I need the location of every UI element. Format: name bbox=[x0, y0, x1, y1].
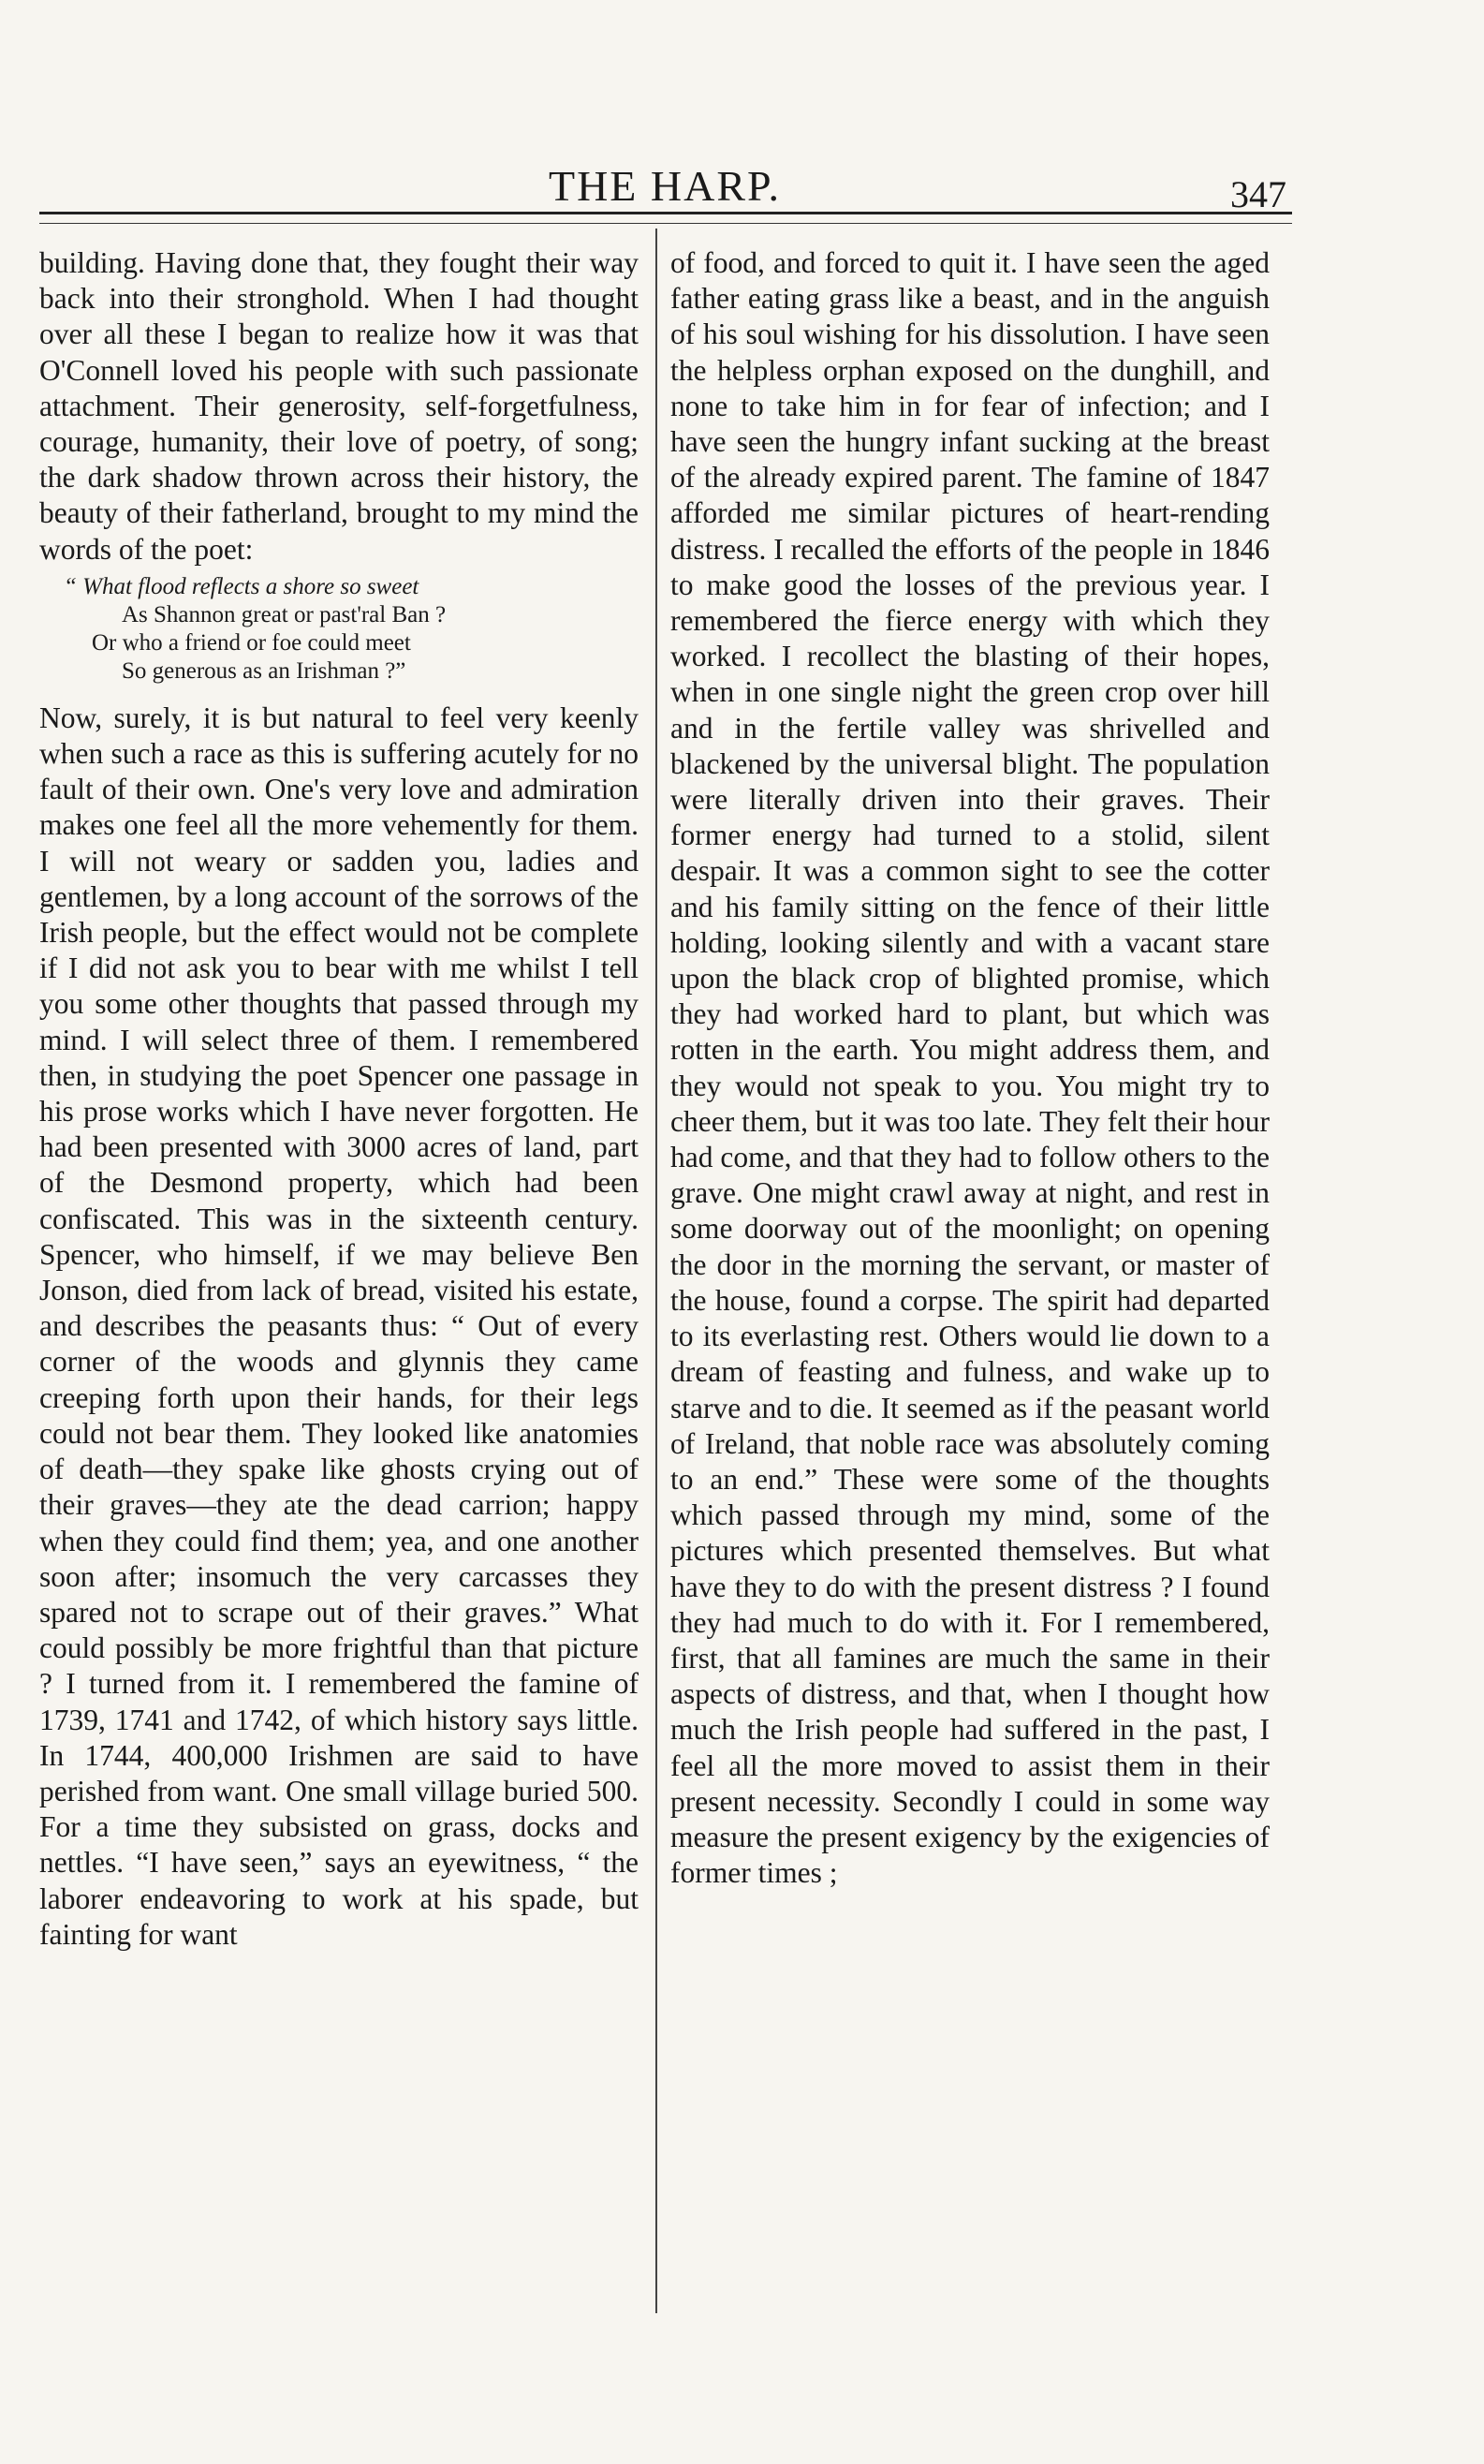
left-paragraph-2: Now, surely, it is but natural to feel very keenly when such a race as this is suffering acutely for no fault of their own. One's very love and admiration makes one feel all the more vehemently for them. I will not weary or sadden you, ladies and gentlemen, by a long account of the sorrows of the Irish people, but the effect would not be complete if I did not ask you to bear with me whilst I tell you some other thoughts that passed through my mind. I will select three of them. I remembered then, in studying the poet Spencer one passage in his prose works which I have never forgotten. He had been presented with 3000 acres of land, part of the Desmond property, which had been confiscated. This was in the sixteenth century. Spencer, who himself, if we may believe Ben Jonson, died from lack of bread, visited his estate, and describes the peasants thus: “ Out of every corner of the woods and glynnis they came creeping forth upon their hands, for their legs could not bear them. They looked like anatomies of death—they spake like ghosts crying out of their graves—they ate the dead carrion; happy when they could find them; yea, and one another soon after; insomuch the very carcasses they spared not to scrape out of their graves.” What could possibly be more frightful than that picture ? I turned from it. I remembered the famine of 1739, 1741 and 1742, of which history says little. In 1744, 400,000 Irishmen are said to have perished from want. One small village buried 500. For a time they subsisted on grass, docks and nettles. “I have seen,” says an eyewitness, “ the laborer endeavoring to work at his spade, but fainting for want bbox=[39, 701, 639, 1951]
running-title: THE HARP. bbox=[548, 162, 782, 210]
page-header bbox=[37, 161, 1292, 217]
header-rule-thin bbox=[39, 223, 1292, 224]
right-paragraph-1: of food, and forced to quit it. I have seen the aged father eating grass like a beast, and in the anguish of his soul wishing for his dissolution. I have seen the helpless orphan exposed on the dunghill, and none to take him in for fear of infection; and I have seen the hungry infant sucking at the breast of the already expired parent. The famine of 1847 afforded me similar pictures of heart-rending distress. I recalled the efforts of the people in 1846 to make good the losses of the previous year. I remembered the fierce energy with which they worked. I recollect the blasting of their hopes, when in one single night the green crop over hill and in the fertile valley was shrivelled and blackened by the universal blight. The population were literally driven into their graves. Their former energy had turned to a stolid, silent despair. It was a common sight to see the cotter and his family sitting on the fence of their little holding, looking silently and with a vacant stare upon the black crop of blighted promise, which they had worked hard to plant, but which was rotten in the earth. You might address them, and they would not speak to you. You might try to cheer them, but it was too late. They felt their hour had come, and that they had to follow others to the grave. One might crawl away at night, and rest in some doorway out of the moonlight; on opening the door in the morning the servant, or master of the house, found a corpse. The spirit had departed to its everlasting rest. Others would lie down to a dream of feasting and fulness, and wake up to starve and to die. It seemed as if the peasant world of Ireland, that noble race was absolutely coming to an end.” These were some of the thoughts which passed through my mind, some of the pictures which presented themselves. But what have they to do with the present distress ? I found they had much to do with it. For I remembered, first, that all famines are much the same in their aspects of distress, and that, when I thought how much the Irish people had suffered in the past, I feel all the more moved to assist them in their present necessity. Secondly I could in some way measure the present exigency by the exigencies of former times ; bbox=[670, 246, 1270, 1890]
left-paragraph-1: building. Having done that, they fought their way back into their stronghold. When I had thought over all these I began to realize how it was that O'Connell loved his people with such passionate attachment. Their generosity, self-forgetfulness, courage, humanity, their love of poetry, of song; the dark shadow thrown across their history, the beauty of their fatherland, brought to my mind the words of the poet: bbox=[39, 246, 639, 566]
column-divider bbox=[655, 229, 657, 2313]
poem-verse bbox=[39, 573, 639, 686]
verse-line: Or who a friend or foe could meet bbox=[92, 629, 411, 656]
verse-line: So generous as an Irishman ?” bbox=[122, 657, 406, 684]
left-column bbox=[39, 245, 639, 1953]
page-number: 347 bbox=[1230, 173, 1286, 215]
header-rule-thick bbox=[39, 212, 1292, 214]
verse-line: “ What flood reflects a shore so sweet bbox=[64, 573, 419, 599]
right-column bbox=[670, 245, 1270, 1891]
verse-line: As Shannon great or past'ral Ban ? bbox=[122, 601, 447, 627]
